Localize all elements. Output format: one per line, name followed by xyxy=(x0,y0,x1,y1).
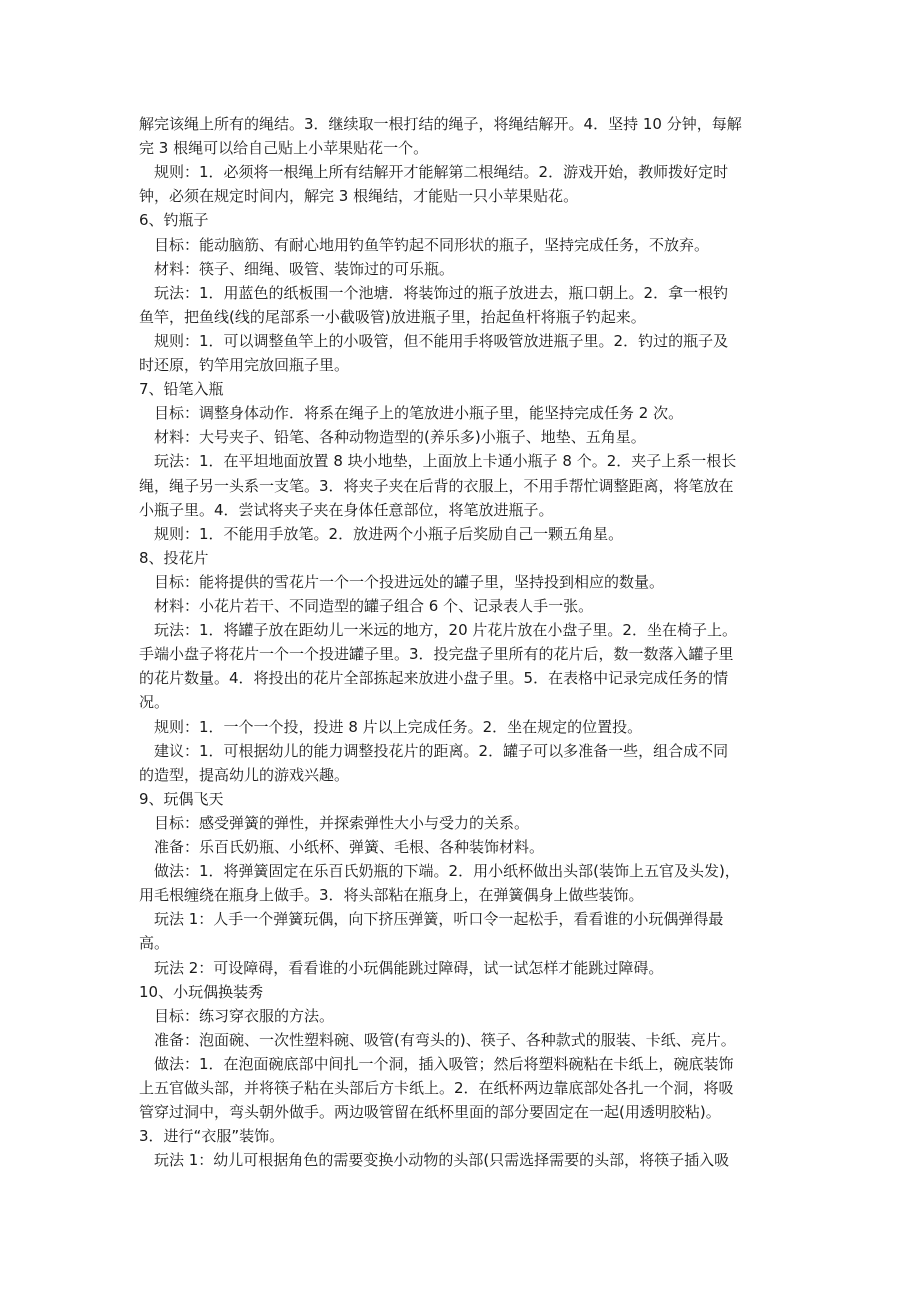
text-line: 用毛根缠绕在瓶身上做手。3．将头部粘在瓶身上，在弹簧偶身上做些装饰。 xyxy=(139,886,644,905)
text-line: 完 3 根绳可以给自己贴上小苹果贴花一个。 xyxy=(139,139,429,158)
text-line: 做法：1．在泡面碗底部中间扎一个洞，插入吸管；然后将塑料碗粘在卡纸上，碗底装饰 xyxy=(139,1054,734,1073)
text-line: 玩法 1：幼儿可根据角色的需要变换小动物的头部(只需选择需要的头部，将筷子插入吸 xyxy=(139,1151,730,1170)
text-line: 况。 xyxy=(139,693,170,712)
text-line: 6、钓瓶子 xyxy=(139,211,209,230)
text-line: 时还原，钓竿用完放回瓶子里。 xyxy=(139,356,350,374)
text-line: 玩法 1：人手一个弹簧玩偶，向下挤压弹簧，听口令一起松手，看看谁的小玩偶弹得最 xyxy=(139,910,724,929)
text-line: 绳，绳子另一头系一支笔。3．将夹子夹在后背的衣服上，不用手帮忙调整距离，将笔放在 xyxy=(139,476,734,495)
text-line: 小瓶子里。4．尝试将夹子夹在身体任意部位，将笔放进瓶子。 xyxy=(139,500,554,519)
text-line: 高。 xyxy=(139,934,170,953)
text-line: 材料：大号夹子、铅笔、各种动物造型的(养乐多)小瓶子、地垫、五角星。 xyxy=(139,428,646,447)
text-line: 目标：能将提供的雪花片一个一个投进远处的罐子里，坚持投到相应的数量。 xyxy=(139,572,665,591)
text-line: 目标：调整身体动作．将系在绳子上的笔放进小瓶子里，能坚持完成任务 2 次。 xyxy=(139,404,684,423)
text-line: 准备：乐百氏奶瓶、小纸杯、弹簧、毛根、各种装饰材料。 xyxy=(139,838,545,856)
text-line: 10、小玩偶换装秀 xyxy=(139,982,264,1001)
text-line: 规则：1．不能用手放笔。2．放进两个小瓶子后奖励自己一颗五角星。 xyxy=(139,524,624,543)
text-line: 目标：感受弹簧的弹性，并探索弹性大小与受力的关系。 xyxy=(139,813,530,832)
text-line: 玩法：1．将罐子放在距幼儿一米远的地方，20 片花片放在小盘子里。2．坐在椅子上。 xyxy=(139,621,737,640)
text-line: 规则：1．必须将一根绳上所有结解开才能解第二根绳结。2．游戏开始，教师拨好定时 xyxy=(139,163,729,182)
text-line: 规则：1．一个一个投，投进 8 片以上完成任务。2．坐在规定的位置投。 xyxy=(139,717,643,736)
text-line: 9、玩偶飞天 xyxy=(139,789,224,808)
text-line: 玩法：1．用蓝色的纸板围一个池塘．将装饰过的瓶子放进去，瓶口朝上。2．拿一根钓 xyxy=(139,283,729,302)
text-line: 做法：1．将弹簧固定在乐百氏奶瓶的下端。2．用小纸杯做出头部(装饰上五官及头发)， xyxy=(139,862,740,881)
text-line: 3．进行“衣服”装饰。 xyxy=(139,1127,285,1146)
text-line: 的造型，提高幼儿的游戏兴趣。 xyxy=(139,765,350,784)
text-line: 建议：1．可根据幼儿的能力调整投花片的距离。2．罐子可以多准备一些，组合成不同 xyxy=(139,741,729,760)
text-line: 材料：小花片若干、不同造型的罐子组合 6 个、记录表人手一张。 xyxy=(139,597,594,615)
text-line: 管穿过洞中，弯头朝外做手。两边吸管留在纸杯里面的部分要固定在一起(用透明胶粘)。 xyxy=(139,1103,721,1122)
text-line: 目标：能动脑筋、有耐心地用钓鱼竿钓起不同形状的瓶子，坚持完成任务，不放弃。 xyxy=(139,235,710,254)
text-line: 解完该绳上所有的绳结。3．继续取一根打结的绳子，将绳结解开。4．坚持 10 分钟，每解 xyxy=(139,115,742,133)
text-line: 7、铅笔入瓶 xyxy=(139,380,224,399)
text-line: 目标：练习穿衣服的方法。 xyxy=(139,1006,335,1025)
text-line: 上五官做头部，并将筷子粘在头部后方卡纸上。2．在纸杯两边靠底部处各扎一个洞，将吸 xyxy=(139,1079,734,1097)
text-line: 手端小盘子将花片一个一个投进罐子里。3．投完盘子里所有的花片后，数一数落入罐子里 xyxy=(139,645,734,664)
text-line: 8、投花片 xyxy=(139,548,209,567)
text-line: 的花片数量。4．将投出的花片全部拣起来放进小盘子里。5．在表格中记录完成任务的情 xyxy=(139,669,729,688)
text-line: 钟，必须在规定时间内，解完 3 根绳结，才能贴一只小苹果贴花。 xyxy=(139,187,579,206)
text-line: 准备：泡面碗、一次性塑料碗、吸管(有弯头的)、筷子、各种款式的服装、卡纸、亮片。 xyxy=(139,1030,736,1049)
text-line: 鱼竿，把鱼线(线的尾部系一小截吸管)放进瓶子里，抬起鱼杆将瓶子钓起来。 xyxy=(139,307,646,326)
text-line: 规则：1．可以调整鱼竿上的小吸管，但不能用手将吸管放进瓶子里。2．钓过的瓶子及 xyxy=(139,331,729,350)
text-line: 玩法：1．在平坦地面放置 8 块小地垫，上面放上卡通小瓶子 8 个。2．夹子上系一根长 xyxy=(139,452,737,471)
text-line: 玩法 2：可设障碍，看看谁的小玩偶能跳过障碍，试一试怎样才能跳过障碍。 xyxy=(139,958,664,977)
text-line: 材料：筷子、细绳、吸管、装饰过的可乐瓶。 xyxy=(139,259,455,278)
